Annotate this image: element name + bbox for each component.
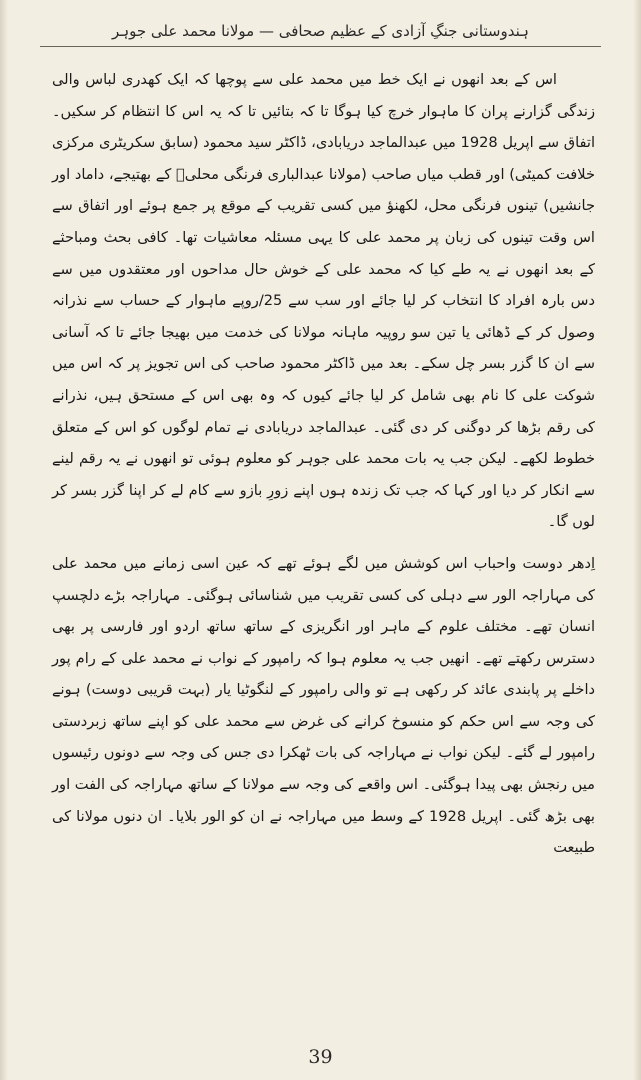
- running-header-title: ہندوستانی جنگِ آزادی کے عظیم صحافی — مولانا محمد علی جوہر: [112, 22, 529, 40]
- paragraph-2: اِدھر دوست واحباب اس کوشش میں لگے ہوئے تھے کہ عین اسی زمانے میں محمد علی کی مہاراجہ الور سے دہلی کی کسی تقریب میں شناسائی ہوگئی۔ مہاراجہ بڑے دلچسپ انسان تھے۔ مختلف علوم کے ماہر اور انگریزی کے ساتھ ساتھ اردو اور فارسی پر بھی دسترس رکھتے تھے۔ انھیں جب یہ معلوم ہوا کہ رامپور کے نواب نے محمد علی کے رام پور داخلے پر پابندی عائد کر رکھی ہے تو والی رامپور کے لنگوٹیا یار (بہت قریبی دوست) ہونے کی وجہ سے اس حکم کو منسوخ کرانے کی غرض سے محمد علی کو اپنے ساتھ زبردستی رامپور لے گئے۔ لیکن نواب نے مہاراجہ کی بات ٹھکرا دی جس کی وجہ سے دونوں رئیسوں میں رنجش بھی پیدا ہوگئی۔ اس واقعے کی وجہ سے مولانا کے ساتھ مہاراجہ کی الفت اور بھی بڑھ گئی۔ اپریل 1928 کے وسط میں مہاراجہ نے ان کو الور بلایا۔ ان دنوں مولانا کی طبیعت: [52, 554, 595, 857]
- paragraph-1: اس کے بعد انھوں نے ایک خط میں محمد علی سے پوچھا کہ ایک کھدری لباس والی زندگی گزارنے پران کا ماہوار خرچ کیا ہوگا تا کہ بتائیں تا کہ یہ اس کا انتظام کر سکیں۔ اتفاق سے اپریل 1928 میں عبدالماجد دریابادی، ڈاکٹر سید محمود (سابق سکریٹری مرکزی خلافت کمیٹی) اور قطب میاں صاحب (مولانا عبدالباری فرنگی محلیؒ کے بھتیجے، داماد اور جانشیں) تینوں فرنگی محل، لکھنؤ میں کسی تقریب کے موقع پر جمع ہوئے اور اتفاق سے اس وقت تینوں کی زبان پر محمد علی کا یہی مسئلہ معاشیات تھا۔ کافی بحث ومباحثے کے بعد انھوں نے یہ طے کیا کہ محمد علی کے خوش حال مداحوں اور معتقدوں میں سے دس بارہ افراد کا انتخاب کر لیا جائے اور سب سے 25/روپے ماہوار کے حساب سے نذرانہ وصول کر کے ڈھائی یا تین سو روپیہ ماہانہ مولانا کی خدمت میں بھیجا جائے تا کہ آسانی سے ان کا گزر بسر چل سکے۔ بعد میں ڈاکٹر محمود صاحب کی اس تجویز پر کہ اس میں شوکت علی کا نام بھی شامل کر لیا جائے کیوں کہ وہ بھی اس کے مستحق ہیں، نذرانے کی رقم بڑھا کر دوگنی کر دی گئی۔ عبدالماجد دریابادی نے تمام لوگوں کو اس کے متعلق خطوط لکھے۔ لیکن جب یہ بات محمد علی جوہر کو معلوم ہوئی تو انھوں نے یہ رقم لینے سے انکار کر دیا اور کہا کہ جب تک زندہ ہوں اپنے زورِ بازو سے کام لے کر اپنا گزر بسر کر لوں گا۔: [52, 71, 596, 531]
- body-text: [52, 64, 595, 864]
- page-number: 39: [308, 1046, 333, 1068]
- header-rule: [40, 46, 601, 47]
- page-edge-shadow-right: [633, 0, 641, 1080]
- page-edge-shadow-left: [0, 0, 8, 1080]
